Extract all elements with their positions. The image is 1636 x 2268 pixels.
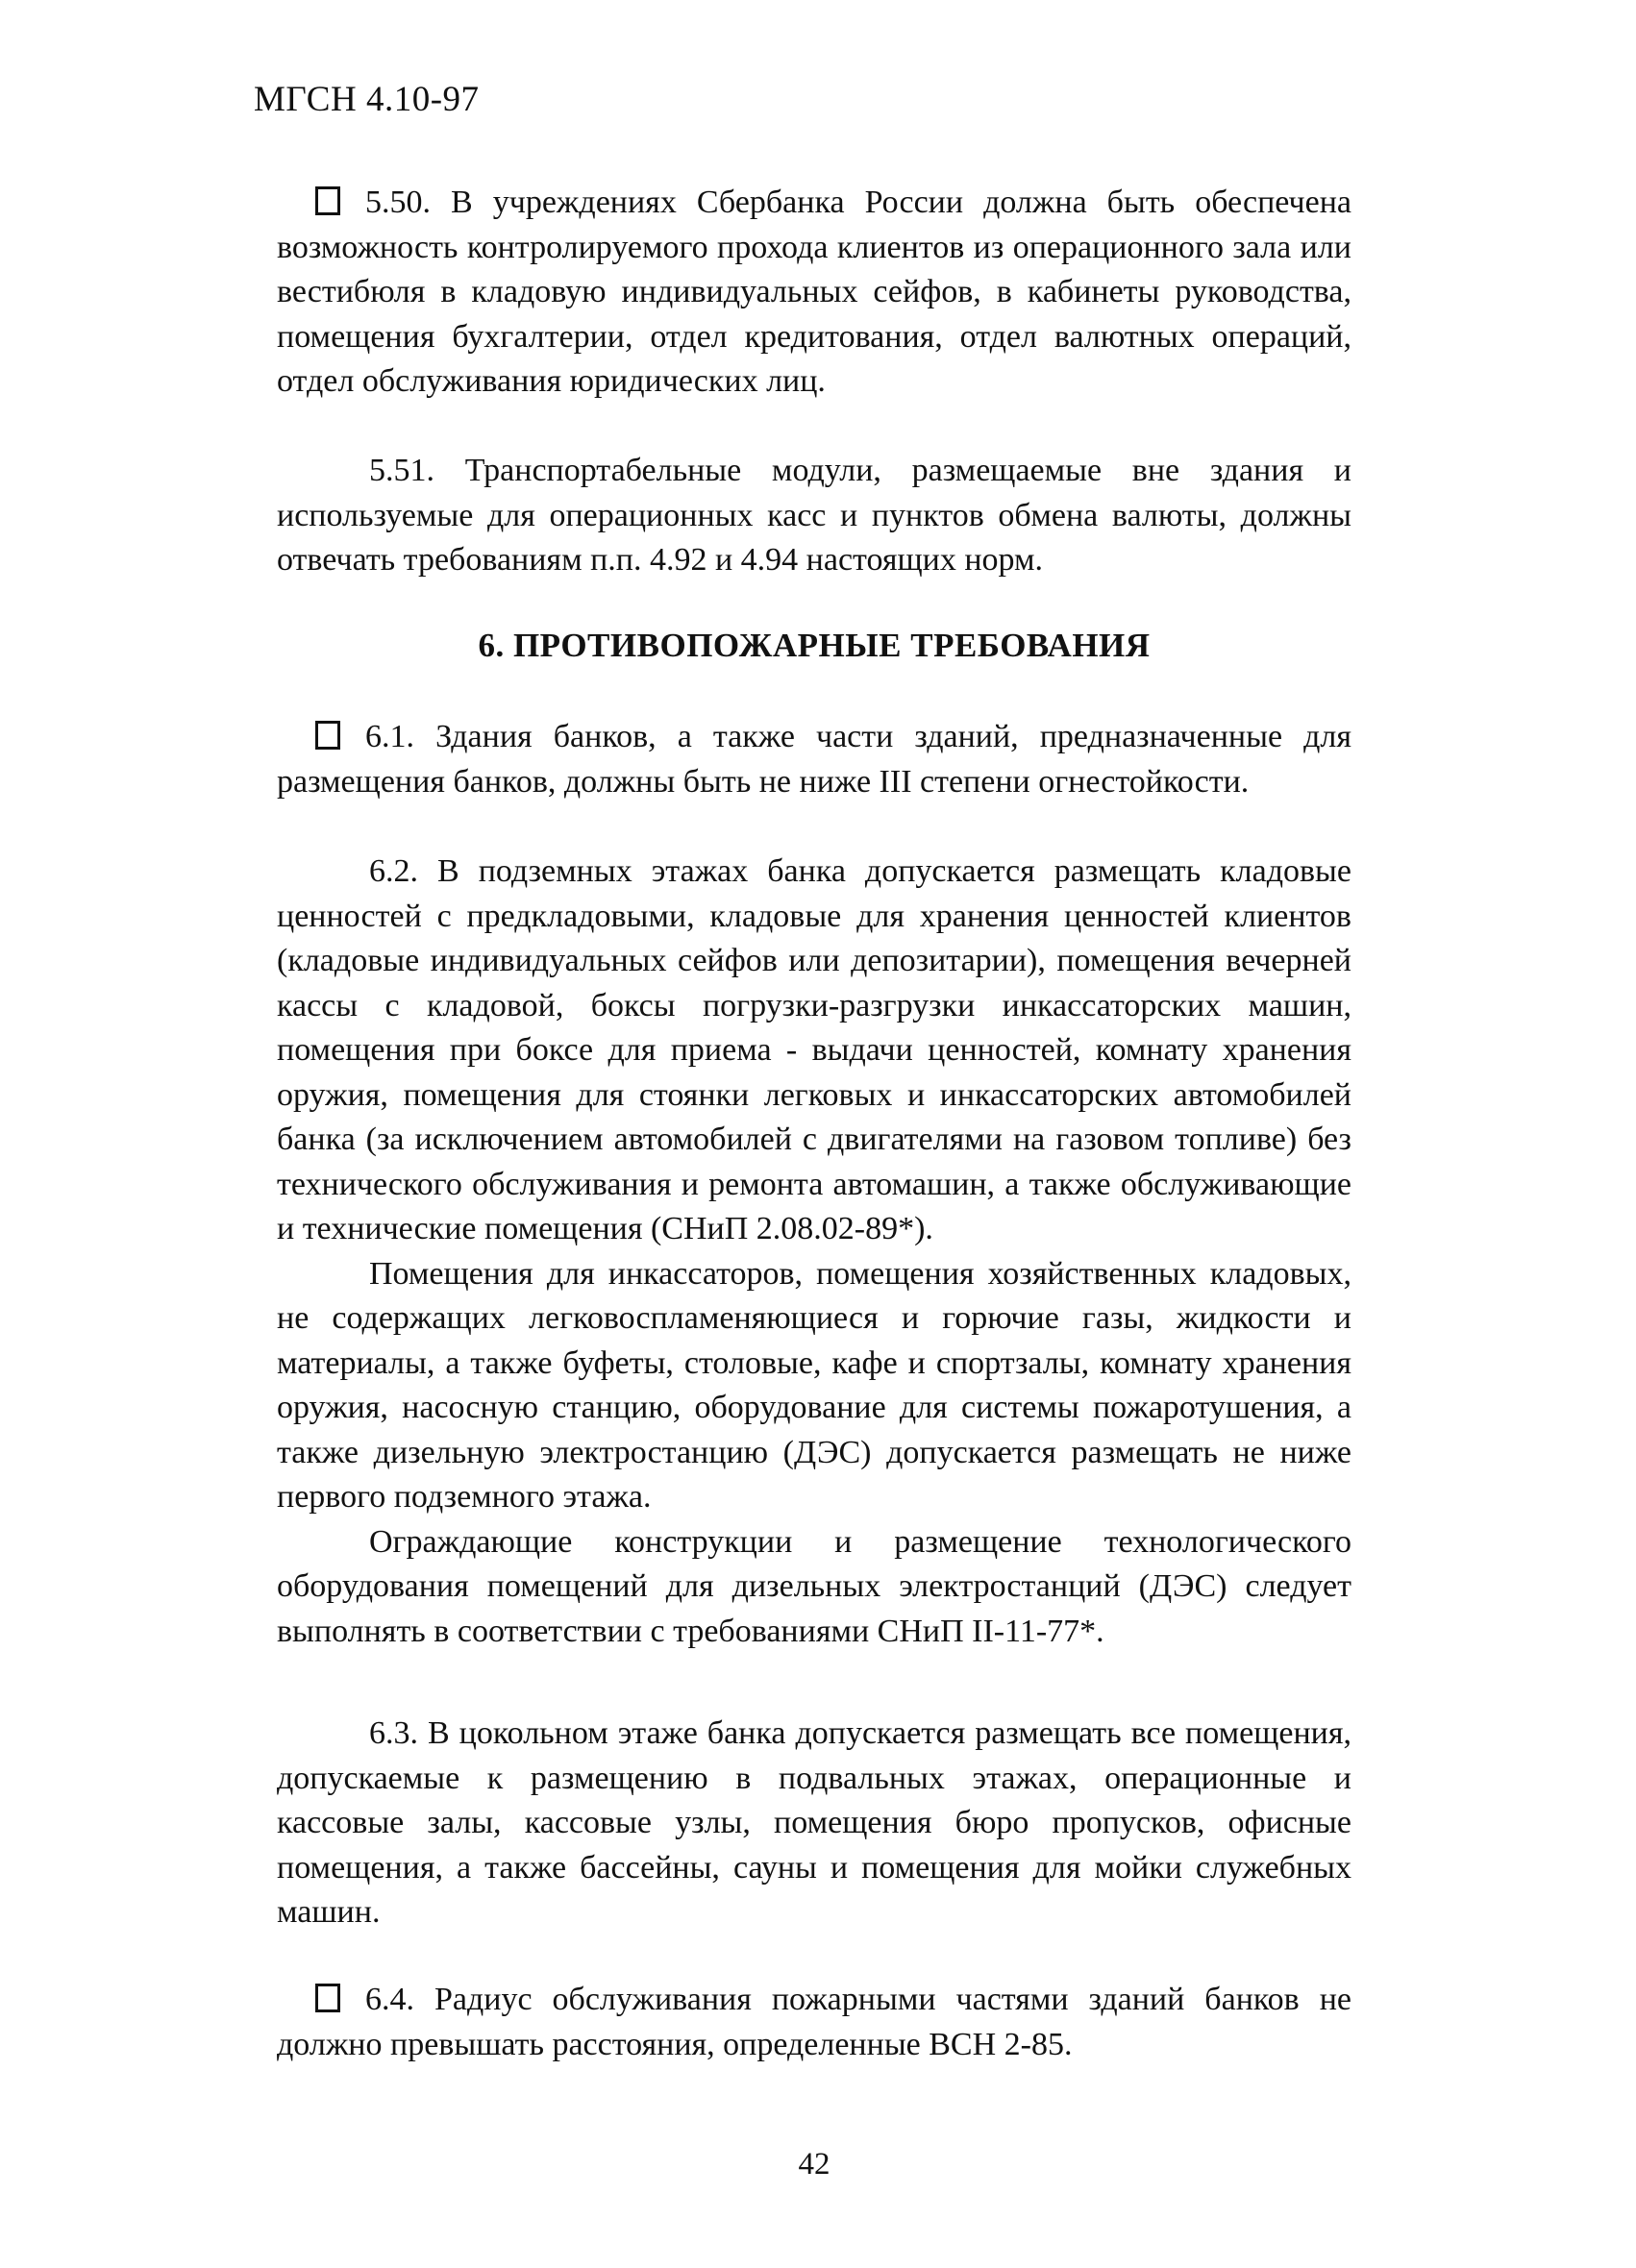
clause-5-51-text: 5.51. Транспортабельные модули, размещаемые вне здания и используемые для операционных касс и пунктов обмена валюты, должны отвечать требованиям п.п. 4.92 и 4.94 настоящих норм. bbox=[277, 453, 1351, 578]
clause-6-2 bbox=[277, 850, 1351, 1654]
clause-6-3 bbox=[277, 1712, 1351, 1935]
clause-6-2-paragraph-2: Помещения для инкассаторов, помещения хозяйственных кладовых, не содержащих легковоспламеняющиеся и горючие газы, жидкости и материалы, а также буфеты, столовые, кафе и спортзалы, комнату хранения оружия, насосную станцию, оборудование для системы пожаротушения, а также дизельную электростанцию (ДЭС) допускается размещать не ниже первого подземного этажа. bbox=[277, 1255, 1351, 1515]
clause-6-2-text: 6.2. В подземных этажах банка допускается размещать кладовые ценностей с предкладовыми, кладовые для хранения ценностей клиентов (кладовые индивидуальных сейфов или депозитарии), помещения вечерней кассы с кладовой, боксы погрузки-разгрузки инкассаторских машин, помещения при боксе для приема - выдачи ценностей, комнату хранения оружия, помещения для стоянки легковых и инкассаторских автомобилей банка (за исключением автомобилей с двигателями на газовом топливе) без технического обслуживания и ремонта автомашин, а также обслуживающие и технические помещения (СНиП 2.08.02-89*). bbox=[277, 853, 1351, 1246]
clause-5-50-text: 5.50. В учреждениях Сбербанка России должна быть обеспечена возможность контролируемого прохода клиентов из операционного зала или вестибюля в кладовую индивидуальных сейфов, в кабинеты руководства, помещения бухгалтерии, отдел кредитования, отдел валютных операций, отдел обслуживания юридических лиц. bbox=[277, 185, 1351, 399]
clause-6-2-paragraph-3: Ограждающие конструкции и размещение технологического оборудования помещений для дизельных электростанций (ДЭС) следует выполнять в соответствии с требованиями СНиП II-11-77*. bbox=[277, 1523, 1351, 1649]
checkbox-icon[interactable] bbox=[315, 1984, 340, 2012]
section-title-fire-safety: 6. ПРОТИВОПОЖАРНЫЕ ТРЕБОВАНИЯ bbox=[478, 627, 1151, 664]
clause-5-50 bbox=[277, 181, 1351, 405]
checkbox-icon[interactable] bbox=[315, 721, 340, 750]
clause-6-4-text: 6.4. Радиус обслуживания пожарными частями зданий банков не должно превышать расстояния, определенные ВСН 2-85. bbox=[277, 1982, 1351, 2062]
page-number: 42 bbox=[798, 2147, 830, 2182]
clause-6-1-text: 6.1. Здания банков, а также части зданий, предназначенные для размещения банков, должны быть не ниже III степени огнестойкости. bbox=[277, 719, 1351, 800]
clause-6-3-text: 6.3. В цокольном этаже банка допускается размещать все помещения, допускаемые к размещению в подвальных этажах, операционные и кассовые залы, кассовые узлы, помещения бюро пропусков, офисные помещения, а также бассейны, сауны и помещения для мойки служебных машин. bbox=[277, 1715, 1351, 1930]
clause-5-51 bbox=[277, 449, 1351, 583]
clause-6-1 bbox=[277, 715, 1351, 804]
clause-6-4 bbox=[277, 1978, 1351, 2067]
document-code-header: МГСН 4.10-97 bbox=[254, 80, 480, 119]
checkbox-icon[interactable] bbox=[315, 186, 340, 215]
